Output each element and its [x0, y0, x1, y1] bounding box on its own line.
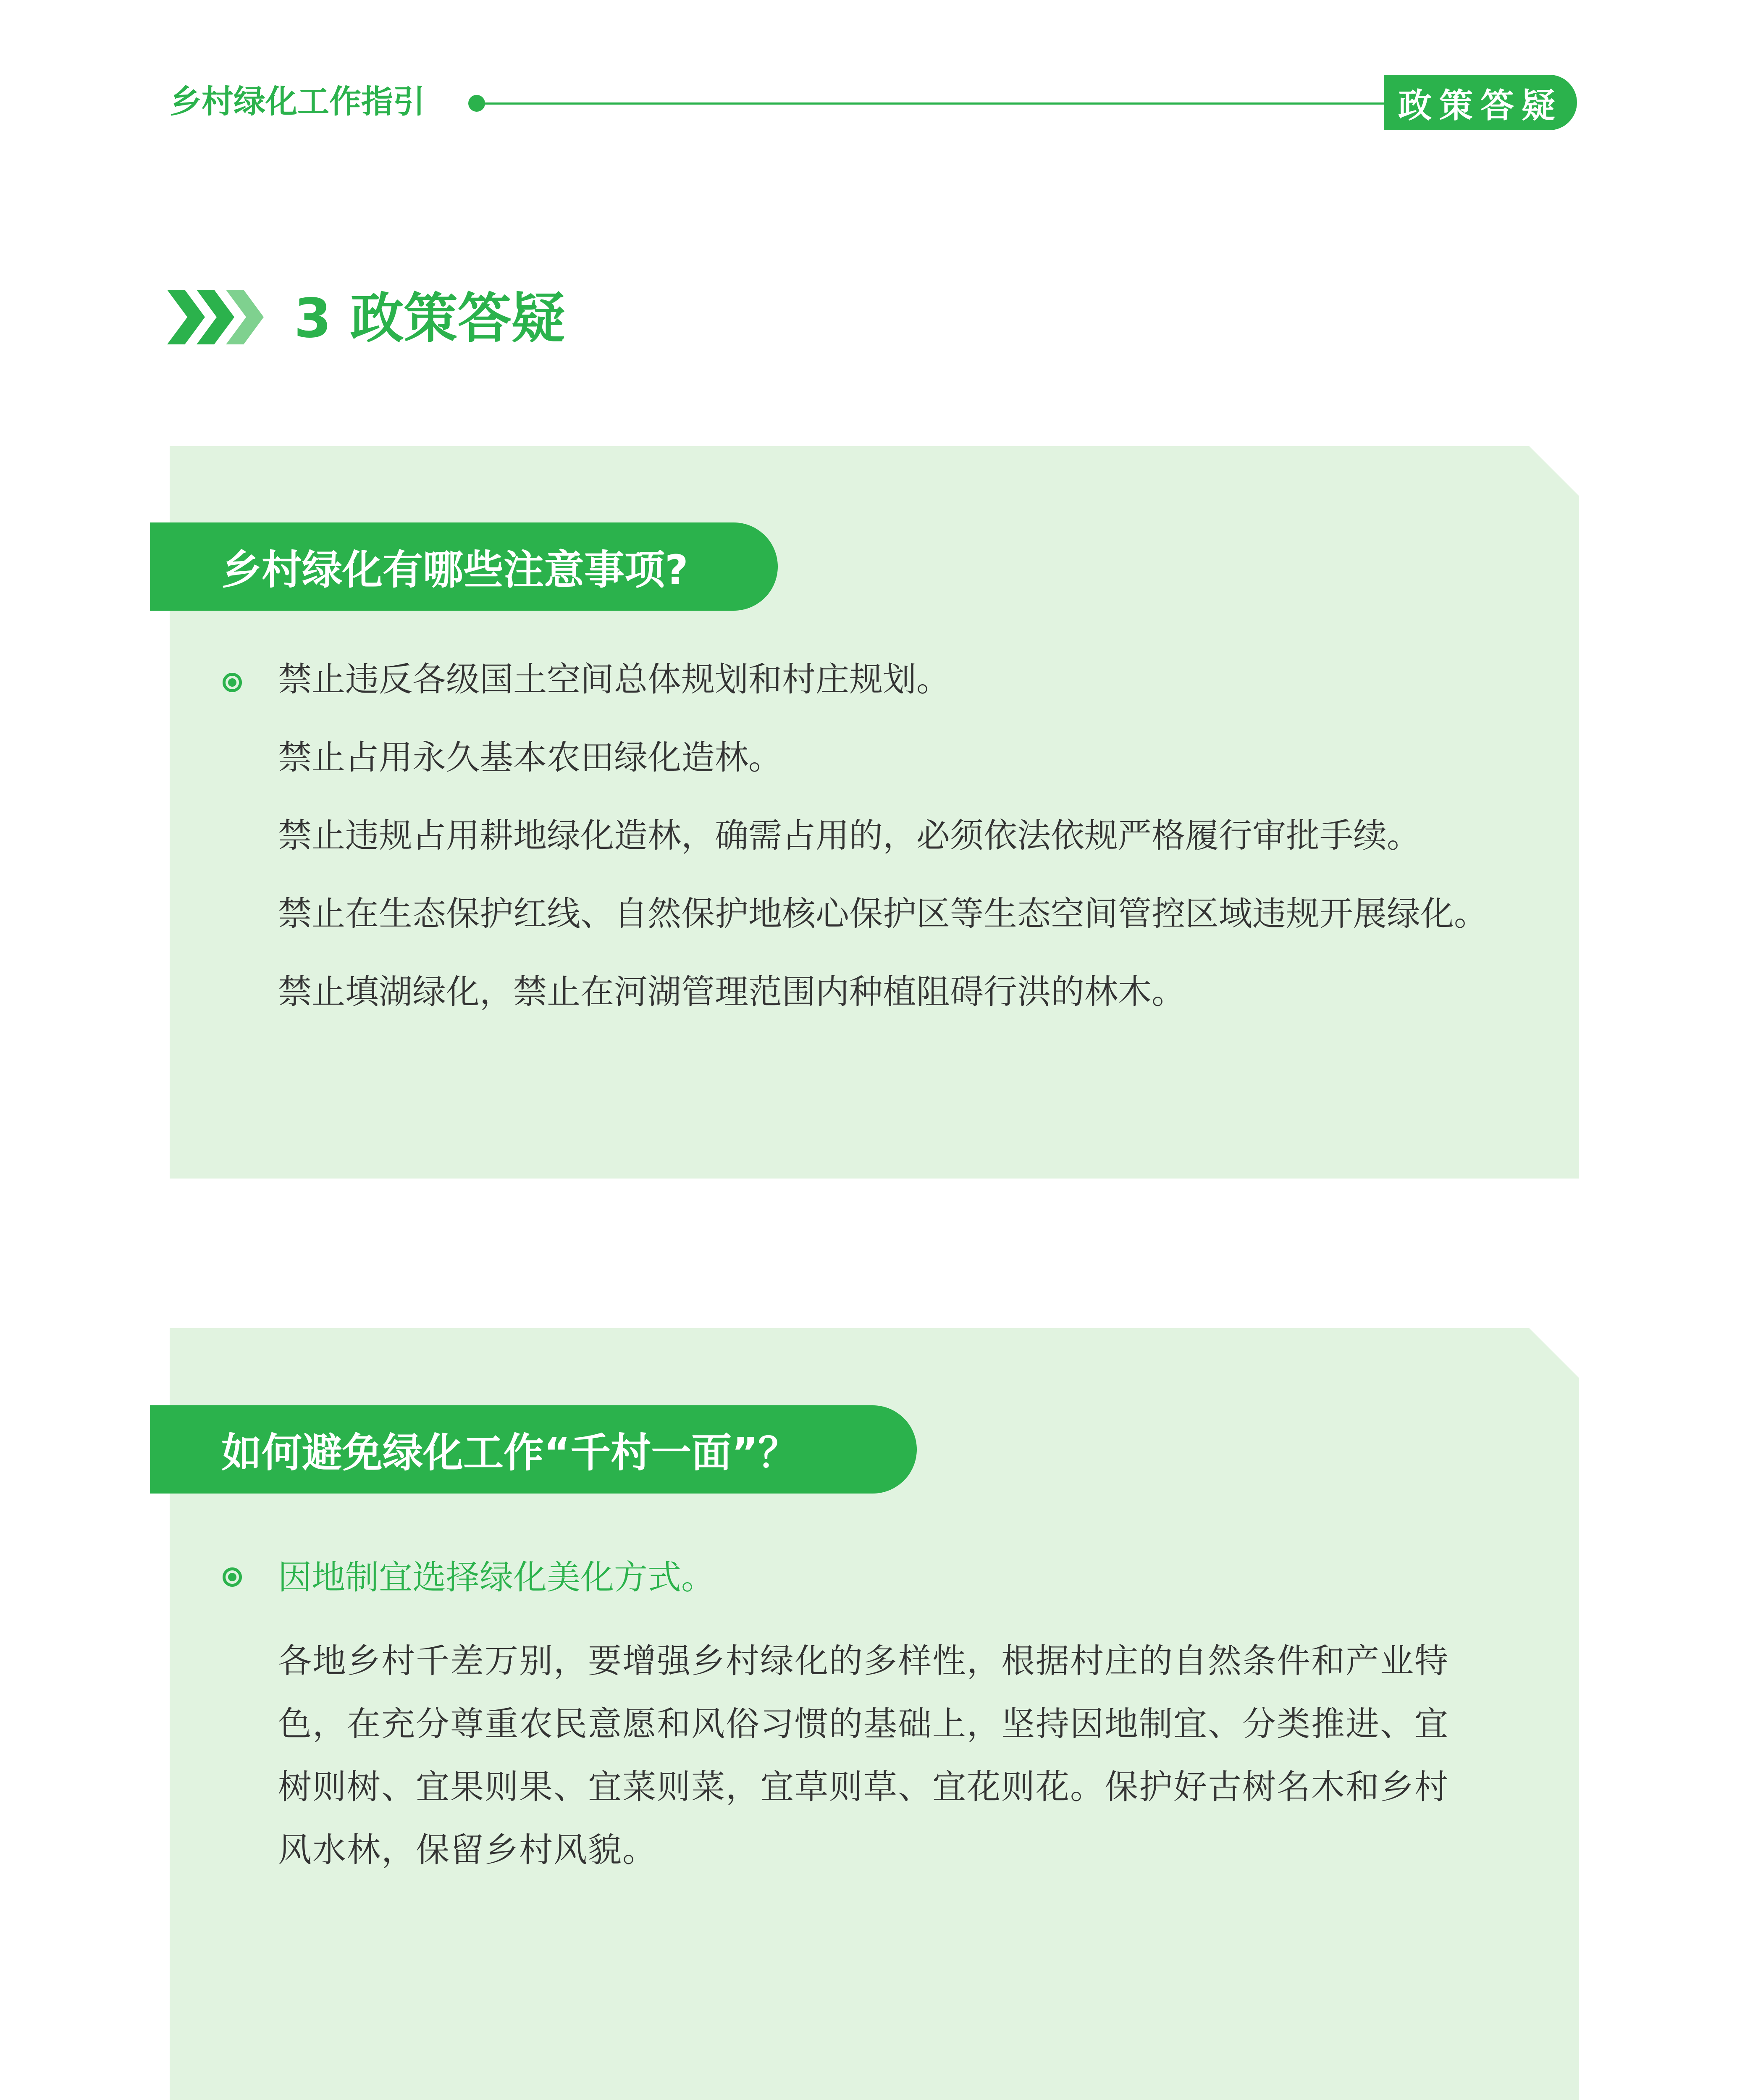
list-item: 禁止在生态保护红线、自然保护地核心保护区等生态空间管控区域违规开展绿化。: [278, 894, 1488, 933]
section-heading: [294, 287, 565, 350]
ring-bullet-icon: [223, 1567, 242, 1587]
bullet-core: [228, 1573, 236, 1581]
triple-chevron-icon: [167, 290, 264, 344]
question-text-1: 乡村绿化有哪些注意事项?: [221, 546, 688, 593]
list-item: 禁止填湖绿化，禁止在河湖管理范围内种植阻碍行洪的林木。: [278, 972, 1185, 1011]
question-banner-2: [150, 1405, 917, 1494]
list-item: 禁止违规占用耕地绿化造林，确需占用的，必须依法依规严格履行审批手续。: [278, 816, 1420, 855]
rules-list: [278, 659, 1488, 1049]
header-section-tab-label: 政策答疑: [1398, 86, 1563, 125]
answer-paragraph: 各地乡村千差万别，要增强乡村绿化的多样性，根据村庄的自然条件和产业特色，在充分尊重农民意愿和风俗习惯的基础上，坚持因地制宜、分类推进、宜树则树、宜果则果、宜菜则菜，宜草则草、宜花则花。保护好古树名木和乡村风水林，保留乡村风貌。: [278, 1641, 1449, 1869]
answer-lead: 因地制宜选择绿化美化方式。: [278, 1558, 715, 1597]
list-item: 禁止占用永久基本农田绿化造林。: [278, 738, 782, 777]
ring-bullet-icon: [223, 673, 242, 692]
question-banner-1: [150, 522, 778, 611]
header-rule: [483, 102, 1399, 105]
bullet-core: [228, 678, 236, 687]
header-section-tab: [1384, 75, 1577, 130]
question-text-2: 如何避免绿化工作“千村一面”？: [221, 1429, 799, 1476]
running-header-title: 乡村绿化工作指引: [170, 83, 425, 120]
section-title: 政策答疑: [350, 287, 565, 350]
list-item: 禁止违反各级国土空间总体规划和村庄规划。: [278, 660, 950, 699]
header-dot-icon: [468, 95, 485, 112]
section-number: 3: [294, 287, 332, 350]
